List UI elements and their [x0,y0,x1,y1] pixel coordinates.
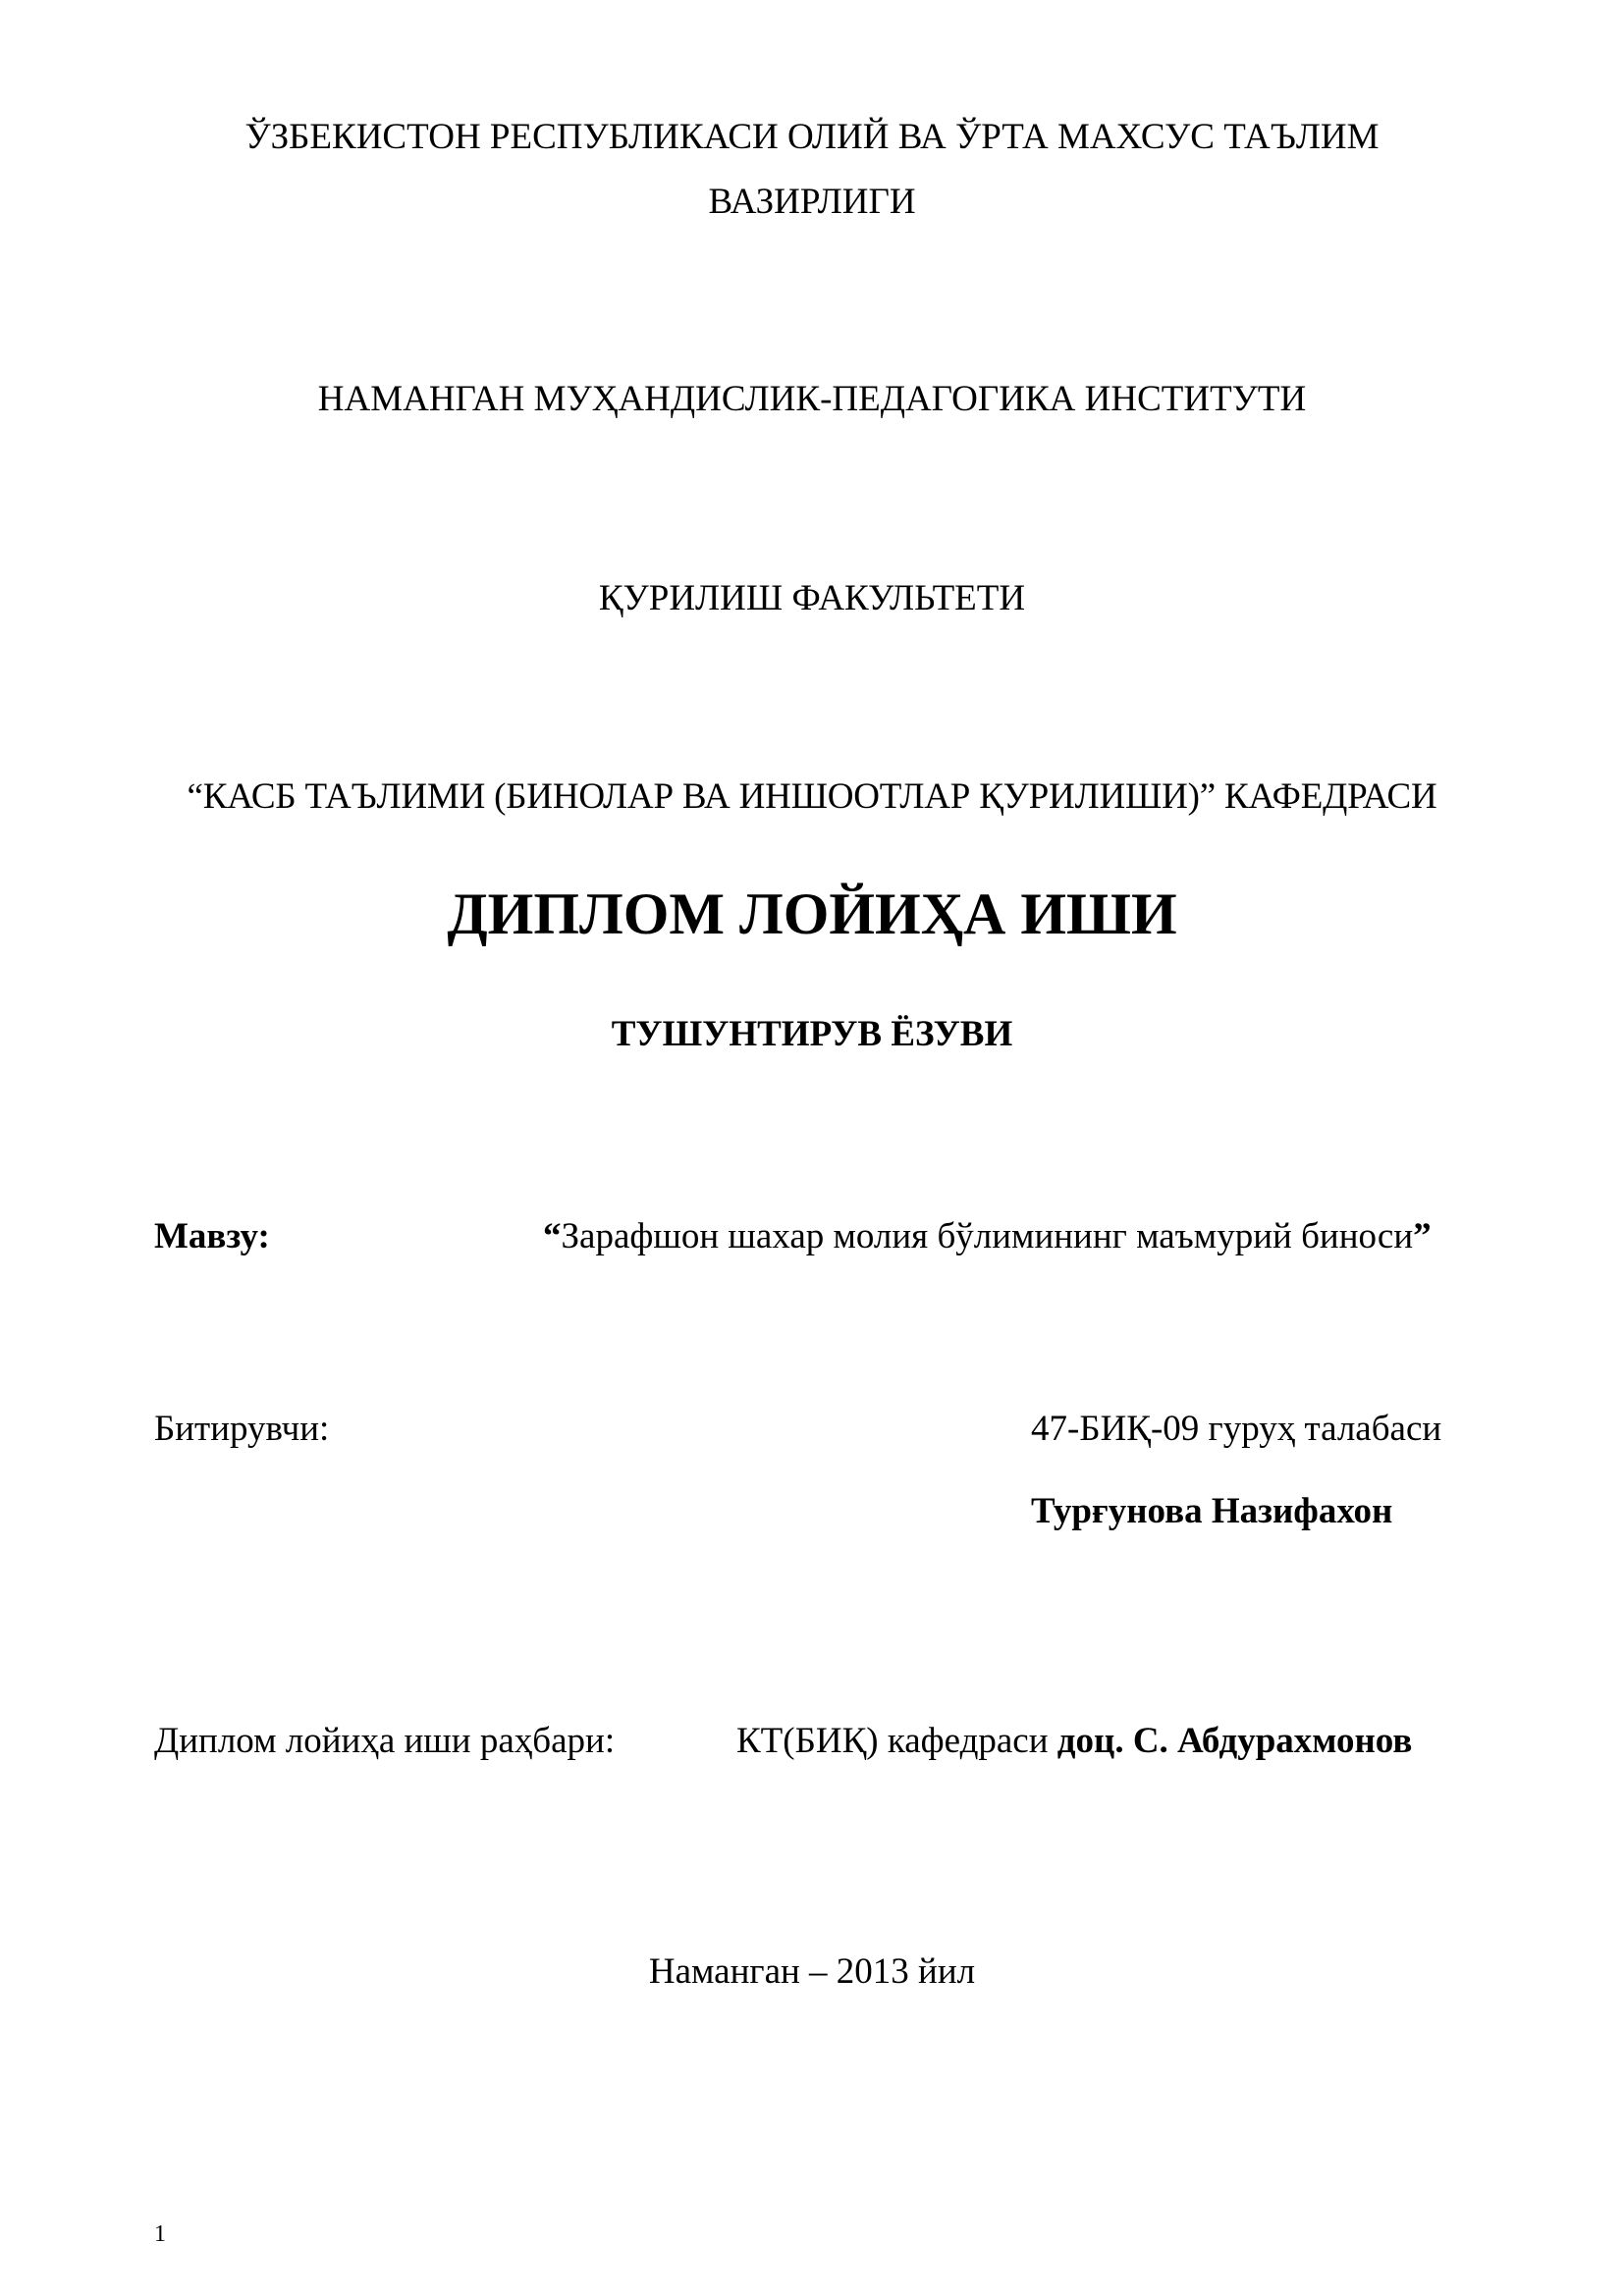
ministry-line-1: ЎЗБЕКИСТОН РЕСПУБЛИКАСИ ОЛИЙ ВА ЎРТА МАХСУС ТАЪЛИМ [244,117,1380,157]
graduate-group: 47-БИҚ-09 гуруҳ талабаси [1031,1409,1442,1449]
supervisor-label: Диплом лойиҳа иши раҳбари: [154,1721,616,1761]
graduate-name: Турғунова Назифахон [1031,1491,1393,1531]
supervisor-name: доц. С. Абдурахмонов [1056,1721,1413,1761]
topic-label: Мавзу: [154,1216,270,1256]
supervisor-value [736,1720,1412,1763]
institute-name: НАМАНГАН МУҲАНДИСЛИК-ПЕДАГОГИКА ИНСТИТУТИ [317,379,1307,419]
document-title: ДИПЛОМ ЛОЙИҲА ИШИ [447,881,1177,946]
ministry-line-2: ВАЗИРЛИГИ [708,182,916,222]
topic-open-quote: “ [543,1216,562,1256]
topic-close-quote: ” [1413,1216,1432,1256]
document-subtitle: ТУШУНТИРУВ ЁЗУВИ [611,1014,1013,1054]
graduate-label: Битирувчи: [154,1409,330,1449]
department-name: “КАСБ ТАЪЛИМИ (БИНОЛАР ВА ИНШООТЛАР ҚУРИЛИШИ)” КАФЕДРАСИ [187,776,1437,817]
page-number: 1 [154,2221,166,2247]
city-year: Наманган – 2013 йил [648,1951,976,1992]
faculty-name: ҚУРИЛИШ ФАКУЛЬТЕТИ [598,578,1026,618]
supervisor-department: КТ(БИҚ) кафедраси [736,1721,1057,1761]
topic-text: Зарафшон шахар молия бўлимининг маъмурий биноси [561,1216,1414,1256]
topic-value [543,1215,1432,1258]
